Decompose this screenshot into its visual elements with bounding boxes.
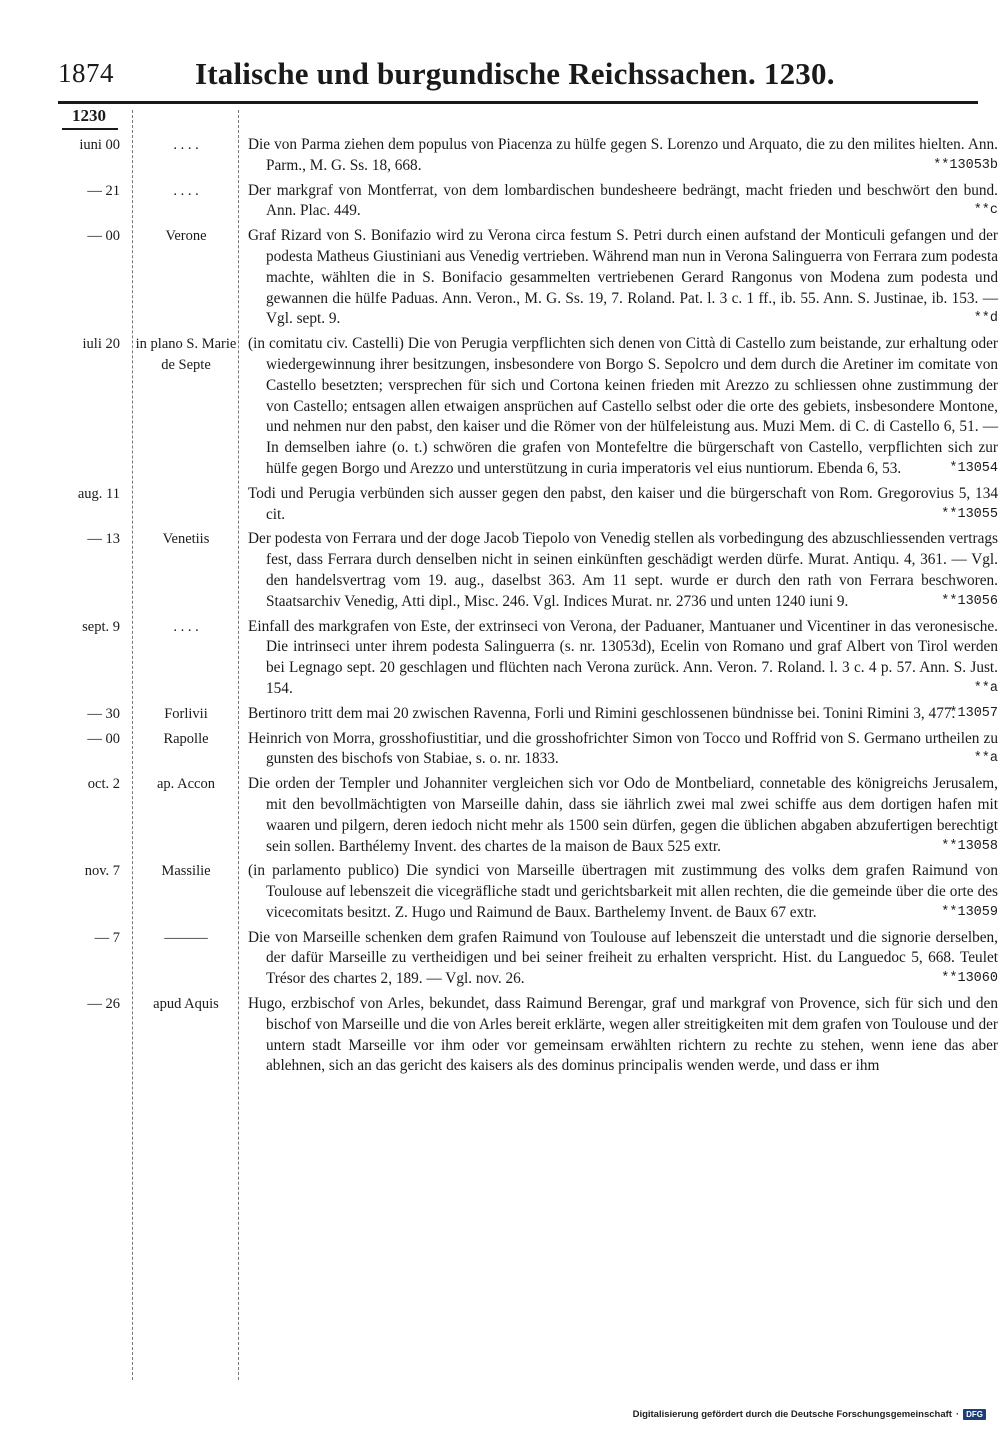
entry-row (0, 994, 1000, 1077)
entry-row (0, 729, 1000, 771)
entry-place: in plano S. Marie de Septe (135, 336, 237, 373)
entry-date: — 00 (87, 730, 120, 747)
entry-text (248, 226, 998, 330)
year-underline (62, 128, 118, 130)
entry-row (0, 181, 1000, 223)
entry-row (0, 334, 1000, 480)
entry-date: nov. 7 (84, 863, 120, 880)
entry-text (248, 484, 998, 526)
entry-body: Die von Marseille schenken dem grafen Raimund von Toulouse auf lebenszeit die unterstadt und die signorie derselben, der dafür Marseille zu vertheidigen und bei seiner freiheit zu erhalten verspricht. Hist. du Languedoc 5, 668. Teulet Trésor des chartes 2, 189. — Vgl. nov. 26. (248, 928, 998, 988)
entry-body: (in comitatu civ. Castelli) Die von Perugia verpflichten sich denen von Città di Castello zum beistande, zur erhaltung oder wiedergewinnung ihrer besitzungen, insbesondere von Borgo S. Sepolcro und dem durch die Aretiner im comitate von Castello besetzten; versprechen für sich und Cortona keinen frieden mit Arezzo zu schliessen ohne zustimmung der von Castello; entsagen allen etwaigen ansprüchen auf Castello selbst oder die orte des gebiets, insbesondere Montone, und nehmen nur den pabst, den kaiser und die Römer von der hülfeleistung aus. Muzi Mem. di C. di Castello 6, 51. — In demselben iahre (o. t.) schwören die grafen von Montefeltre die bürgerschaft von Castello, verpflichten sich zur hülfe gegen Borgo und Arezzo und unterstützung in curia imperatoris vel eius nuntiorum. Ebenda 6, 53. (248, 335, 998, 477)
entry-body: Bertinoro tritt dem mai 20 zwischen Ravenna, Forli und Rimini geschlossenen bündnisse bei. Tonini Rimini 3, 477. (248, 704, 956, 722)
entry-row (0, 529, 1000, 612)
entry-body: Der markgraf von Montferrat, von dem lombardischen bundesheere bedrängt, macht frieden und beschwört den bund. Ann. Plac. 449. (248, 181, 998, 220)
header-rule (58, 101, 978, 104)
entry-regest-number: *13054 (949, 460, 998, 476)
footer (633, 1409, 986, 1420)
entry-text (248, 181, 998, 223)
entry-row (0, 226, 1000, 330)
entry-body: Einfall des markgrafen von Este, der extrinseci von Verona, der Paduaner, Mantuaner und Vicentiner in das veronesische. Die intrinseci unter ihrem podesta Salinguerra (s. nr. 13053d), Ecelin von Romano und graf Albert von Tirol werden bei Legnago sept. 20 geschlagen und flüchten nach Verona zurück. Ann. Veron. 7. Roland. l. 3 c. 4 p. 57. Ann. S. Just. 154. (248, 617, 998, 697)
entry-body: Hugo, erzbischof von Arles, bekundet, dass Raimund Berengar, graf und markgraf von Provence, sich für sich und den bischof von Marseille und die von Arles bereit erklärte, wegen aller streitigkeiten mit dem grafen von Toulouse und der untern stadt Marseille vor ihm oder vor gemeinsam erwählten richtern zu rechte zu stehen, wenn iene das aber ablehnen, sich an das gericht des kaisers als des dominus principalis wenden werde, und dass er ihm (248, 995, 998, 1075)
entry-text (248, 994, 998, 1077)
entry-date: — 13 (87, 531, 120, 548)
entry-text (248, 334, 998, 480)
entry-date: oct. 2 (87, 776, 120, 793)
entry-regest-number: *13057 (949, 705, 998, 721)
entry-date: — 26 (87, 996, 120, 1013)
entry-place: ap. Accon (157, 776, 215, 793)
entry-regest-number: **13056 (941, 593, 998, 609)
entry-place: . . . . (173, 137, 199, 153)
entry-place: Venetiis (162, 531, 210, 548)
entry-regest-number: **d (973, 311, 998, 327)
entry-place: Forlivii (164, 705, 208, 722)
entry-place: Rapolle (163, 730, 209, 747)
entry-body: Todi und Perugia verbünden sich ausser gegen den pabst, den kaiser und die bürgerschaft von Rom. Gregorovius 5, 134 cit. (248, 484, 998, 523)
running-title: Italische und burgundische Reichssachen. 1230. (195, 56, 835, 91)
entry-row (0, 861, 1000, 923)
entry-place: ——— (164, 929, 208, 946)
entry-date: — 7 (94, 929, 120, 946)
entry-row (0, 617, 1000, 700)
entries-list (0, 135, 1000, 1081)
entry-text (248, 774, 998, 857)
entry-regest-number: **c (973, 203, 998, 219)
entry-date: aug. 11 (77, 485, 120, 502)
entry-place: . . . . (173, 182, 199, 199)
entry-text (248, 704, 998, 725)
entry-place: apud Aquis (153, 996, 219, 1013)
year-heading: 1230 (72, 106, 106, 125)
entry-place: . . . . (173, 618, 199, 635)
entry-date: — 21 (87, 182, 120, 199)
entry-regest-number: **13060 (941, 971, 998, 987)
entry-date: — 30 (87, 705, 120, 722)
entry-body: Die von Parma ziehen dem populus von Piacenza zu hülfe gegen S. Lorenzo und Arquato, die zu den milites hielten. Ann. Parm., M. G. Ss. 18, 668. (248, 136, 998, 174)
footer-text: Digitalisierung gefördert durch die Deutsche Forschungsgemeinschaft (632, 1409, 952, 1420)
entry-body: Heinrich von Morra, grosshofiustitiar, und die grosshofrichter Simon von Tocco und Roffrid von S. Germano urtheilen zu gunsten des bischofs von Stabiae, s. o. nr. 1833. (248, 729, 998, 768)
entry-body: Der podesta von Ferrara und der doge Jacob Tiepolo von Venedig stellen als vorbedingung des abzuschliessenden vertrags fest, dass Ferrara durch denselben nicht in seinen einkünften geschädigt werden dürfe. Murat. Antiqu. 4, 361. — Vgl. den handelsvertrag vom 19. aug., daselbst 363. Am 11 sept. wurde er durch den rath von Ferrara beschworen. Staatsarchiv Venedig, Atti dipl., Misc. 246. Vgl. Indices Murat. nr. 2736 und unten 1240 iuni 9. (248, 530, 998, 610)
entry-row (0, 484, 1000, 526)
entry-regest-number: **a (973, 680, 998, 696)
entry-regest-number: **13055 (941, 506, 998, 522)
entry-regest-number: **13059 (941, 904, 998, 920)
entry-body: (in parlamento publico) Die syndici von Marseille übertragen mit zustimmung des volks dem grafen Raimund von Toulouse auf lebenszeit die vicegräfliche stadt und gerichtsbarkeit mit allen rechten, die die gemeinde über die orte des vicecomitats besitzt. Z. Hugo und Raimund de Baux. Barthelemy Invent. de Baux 67 extr. (248, 862, 998, 921)
entry-date: — 00 (87, 228, 120, 245)
dfg-logo-icon: DFG (963, 1409, 986, 1420)
entry-place: Massilie (161, 863, 211, 880)
entry-row (0, 704, 1000, 725)
entry-date: iuni 00 (79, 137, 120, 153)
entry-row (0, 135, 1000, 177)
entry-date: sept. 9 (82, 618, 120, 635)
entry-text (248, 617, 998, 700)
entry-regest-number: **13053b (933, 157, 998, 173)
entry-regest-number: **13058 (941, 838, 998, 854)
entry-place: Verone (165, 228, 207, 245)
entry-text (248, 529, 998, 612)
entry-regest-number: **a (973, 751, 998, 767)
entry-date: iuli 20 (82, 336, 120, 353)
entry-body: Graf Rizard von S. Bonifazio wird zu Verona circa festum S. Petri durch einen aufstand der Monticuli gefangen und der podesta Matheus Giustiniani aus Venedig vertrieben. Während man nun in Verona Salinguerra von Ferrara zum podesta machte, wählten die in S. Bonifacio gesammelten vertriebenen Gerard Rangonus von Modena zum podesta und gewannen die hülfe Paduas. Ann. Veron., M. G. Ss. 19, 7. Roland. Pat. l. 3 c. 1 ff., ib. 55. Ann. S. Justinae, ib. 153. — Vgl. sept. 9. (248, 227, 998, 328)
entry-row (0, 774, 1000, 857)
entry-body: Die orden der Templer und Johanniter vergleichen sich vor Odo de Montbeliard, connetable des königreichs Jerusalem, mit den bevollmächtigten von Marseille dahin, dass sie iährlich zwei mal zwei schiffe aus dem dortigen hafen mit waaren und pilgern, deren iedoch nicht mehr als 1500 sein dürfen, gegen die üblichen abgaben abzufertigen berechtigt sein sollen. Barthélemy Invent. des chartes de la maison de Baux 525 extr. (248, 775, 998, 855)
footer-separator: · (955, 1409, 960, 1420)
entry-text (248, 928, 998, 990)
entry-text (248, 861, 998, 923)
entry-text (248, 729, 998, 771)
entry-text (248, 135, 998, 177)
page-number: 1874 (58, 58, 114, 88)
entry-row (0, 928, 1000, 990)
